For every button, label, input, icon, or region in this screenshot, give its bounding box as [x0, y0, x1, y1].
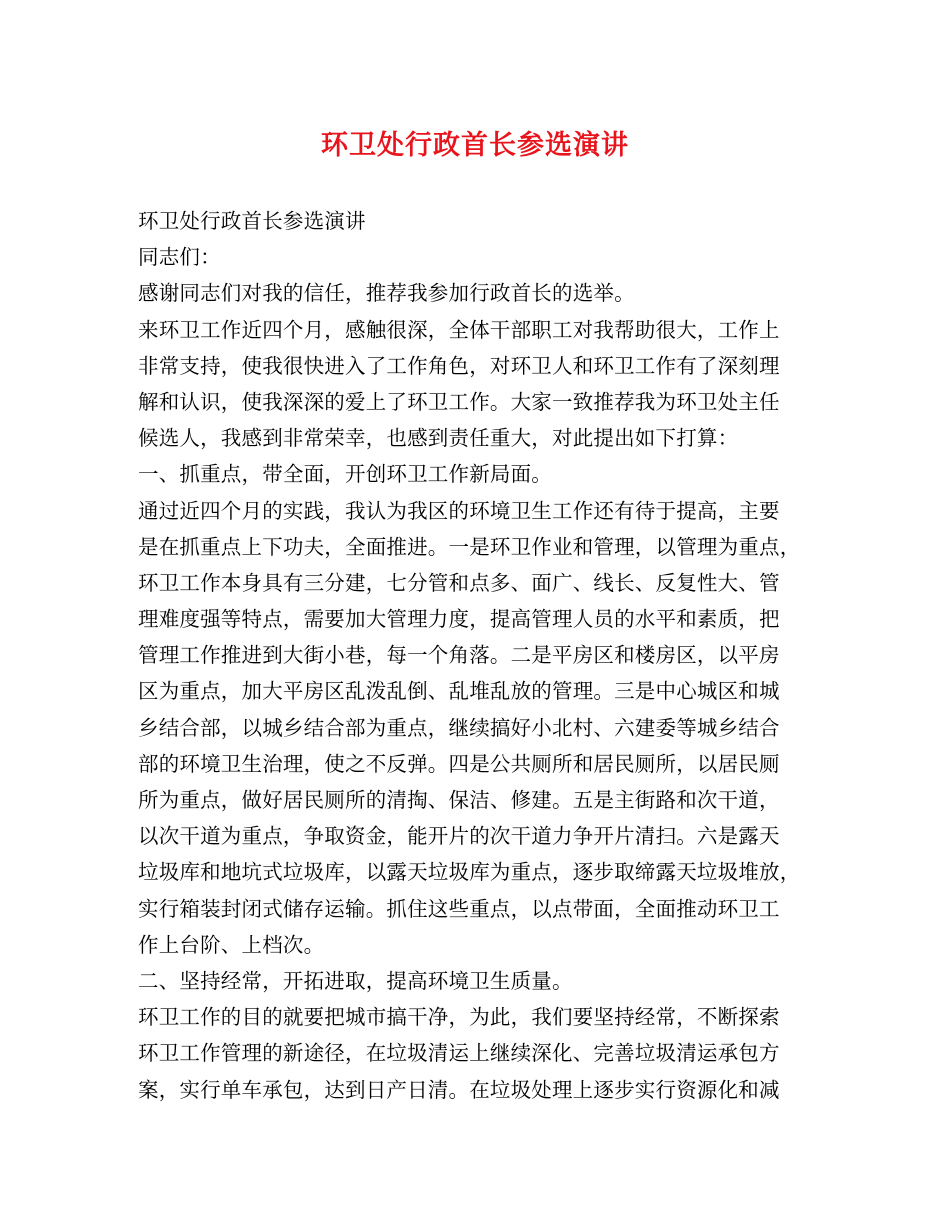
body-line: 一、抓重点，带全面，开创环卫工作新局面。: [138, 462, 552, 487]
body-line: 环卫工作的目的就要把城市搞干净，为此，我们要坚持经常，不断探索: [138, 1005, 780, 1030]
body-line: 区为重点，加大平房区乱泼乱倒、乱堆乱放的管理。三是中心城区和城: [138, 679, 780, 704]
body-line: 通过近四个月的实践，我认为我区的环境卫生工作还有待于提高，主要: [138, 498, 780, 523]
body-line: 部的环境卫生治理，使之不反弹。四是公共厕所和居民厕所，以居民厕: [138, 751, 780, 776]
body-line: 管理工作推进到大街小巷，每一个角落。二是平房区和楼房区，以平房: [138, 643, 780, 668]
body-line: 是在抓重点上下功夫，全面推进。一是环卫作业和管理，以管理为重点，: [138, 534, 801, 559]
body-line: 非常支持，使我很快进入了工作角色，对环卫人和环卫工作有了深刻理: [138, 353, 780, 378]
document-title: 环卫处行政首长参选演讲: [321, 130, 629, 161]
document-body: [138, 203, 828, 1108]
body-line: 实行箱装封闭式储存运输。抓住这些重点，以点带面，全面推动环卫工: [138, 896, 780, 921]
body-line: 乡结合部，以城乡结合部为重点，继续搞好小北村、六建委等城乡结合: [138, 715, 780, 740]
body-line: 理难度强等特点，需要加大管理力度，提高管理人员的水平和素质，把: [138, 607, 780, 632]
body-line: 作上台阶、上档次。: [138, 932, 325, 957]
body-line: 案，实行单车承包，达到日产日清。在垃圾处理上逐步实行资源化和减: [138, 1077, 780, 1102]
body-line: 垃圾库和地坑式垃圾库，以露天垃圾库为重点，逐步取缔露天垃圾堆放，: [138, 860, 801, 885]
body-line: 来环卫工作近四个月，感触很深，全体干部职工对我帮助很大，工作上: [138, 317, 780, 342]
body-line: 解和认识，使我深深的爱上了环卫工作。大家一致推荐我为环卫处主任: [138, 389, 780, 414]
body-line: 所为重点，做好居民厕所的清掏、保洁、修建。五是主街路和次干道，: [138, 788, 780, 812]
body-line: 感谢同志们对我的信任，推荐我参加行政首长的选举。: [138, 281, 635, 306]
body-line: 同志们：: [138, 245, 221, 270]
body-line: 环卫处行政首长参选演讲: [138, 209, 366, 233]
body-line: 二、坚持经常，开拓进取，提高环境卫生质量。: [138, 968, 573, 993]
body-line: 环卫工作管理的新途径，在垃圾清运上继续深化、完善垃圾清运承包方: [138, 1041, 780, 1066]
body-line: 以次干道为重点，争取资金，能开片的次干道力争开片清扫。六是露天: [138, 824, 780, 849]
body-line: 候选人，我感到非常荣幸，也感到责任重大，对此提出如下打算：: [138, 426, 739, 451]
body-line: 环卫工作本身具有三分建，七分管和点多、面广、线长、反复性大、管: [138, 570, 780, 595]
